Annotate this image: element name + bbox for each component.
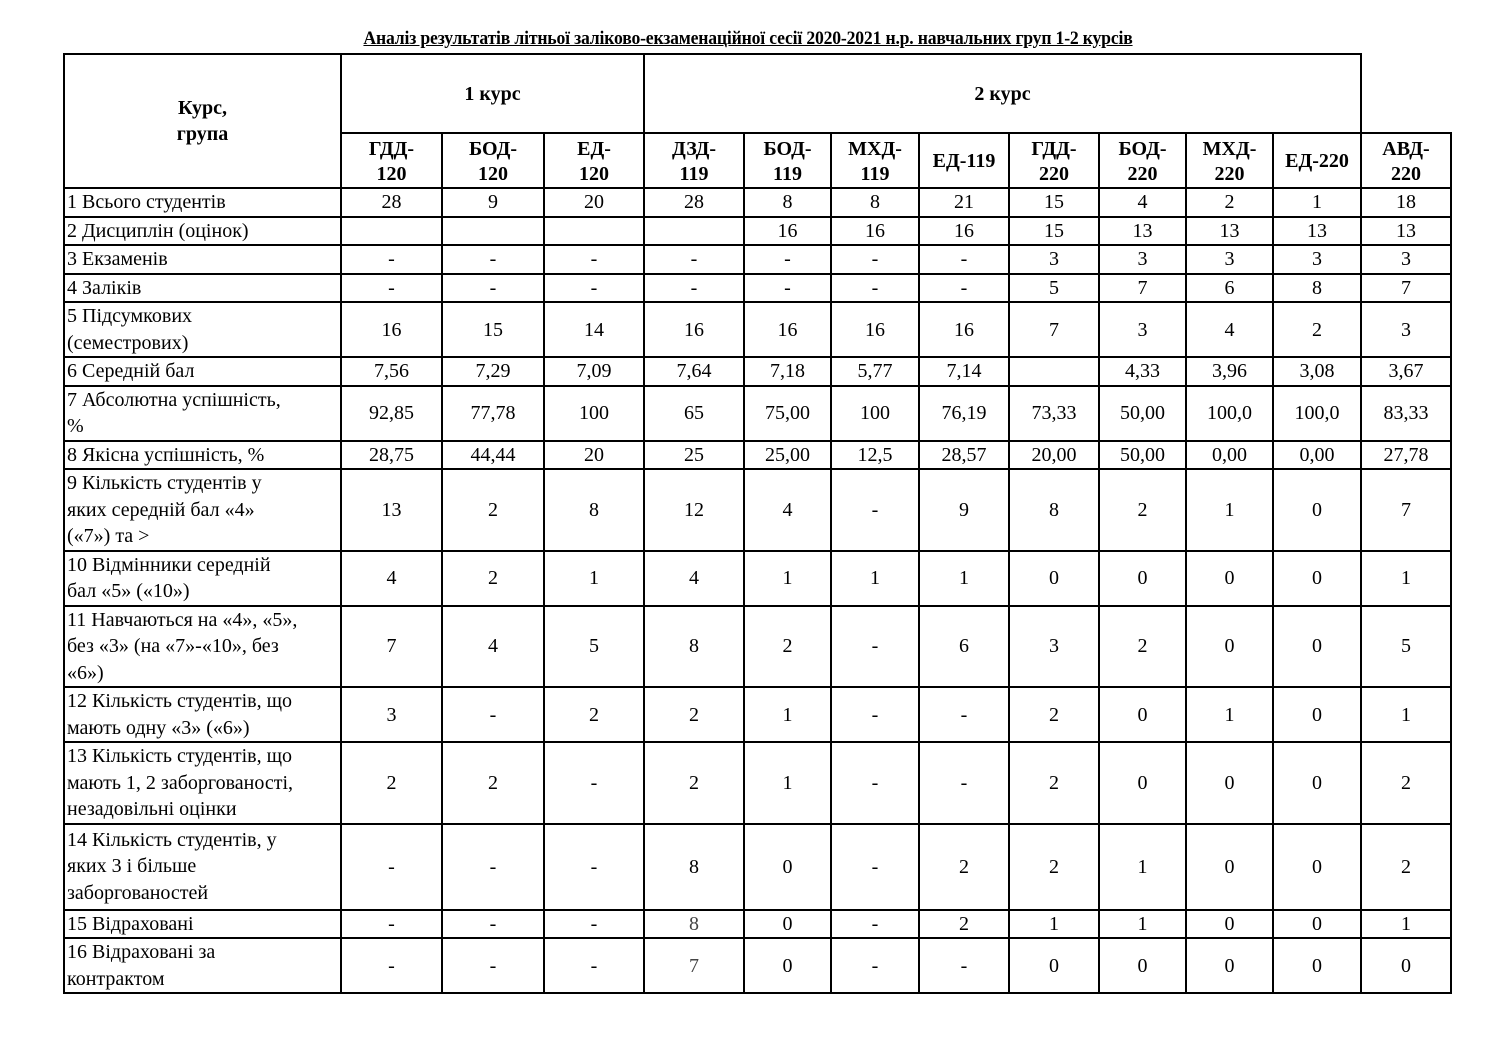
course-2-header: 2 курс [644, 54, 1361, 133]
value-cell: 65 [644, 386, 744, 441]
value-cell: - [544, 910, 644, 939]
value-cell: - [831, 687, 919, 742]
value-cell: - [442, 824, 544, 910]
value-cell: 6 [919, 606, 1009, 688]
value-cell: 0 [1099, 938, 1186, 993]
value-cell: 0 [1186, 606, 1273, 688]
value-cell: 7,56 [341, 357, 442, 386]
value-cell: 73,33 [1009, 386, 1099, 441]
table-row [64, 188, 1451, 217]
value-cell: 0 [1009, 551, 1099, 606]
value-cell: 2 [544, 687, 644, 742]
group-header [1009, 133, 1099, 188]
value-cell: 28,57 [919, 441, 1009, 470]
value-cell: 12,5 [831, 441, 919, 470]
group-header [442, 133, 544, 188]
value-cell: 2 [1009, 824, 1099, 910]
value-cell: - [831, 910, 919, 939]
value-cell: 92,85 [341, 386, 442, 441]
table-body [64, 188, 1451, 993]
value-cell: 1 [1361, 687, 1451, 742]
value-cell: 7 [1361, 274, 1451, 303]
value-cell: 0 [1273, 938, 1361, 993]
value-cell: 0 [1099, 742, 1186, 824]
group-header-line: АВД- [1382, 137, 1430, 160]
corner-line: Курс, [177, 97, 227, 119]
value-cell: 1 [1099, 824, 1186, 910]
value-cell: 0,00 [1186, 441, 1273, 470]
value-cell: 3 [1186, 245, 1273, 274]
value-cell: 2 [442, 551, 544, 606]
row-label [64, 687, 341, 742]
group-header-line: БОД- [1118, 137, 1167, 160]
value-cell: 7,18 [744, 357, 831, 386]
value-cell: 3 [1009, 245, 1099, 274]
row-label-line: «6») [67, 661, 104, 684]
row-label [64, 469, 341, 551]
value-cell: 8 [644, 606, 744, 688]
group-header-line: ЕД-119 [932, 150, 996, 172]
value-cell: 1 [744, 551, 831, 606]
value-cell: 7,64 [644, 357, 744, 386]
value-cell: - [919, 245, 1009, 274]
value-cell: - [341, 910, 442, 939]
value-cell [544, 217, 644, 246]
value-cell: 6 [1186, 274, 1273, 303]
course-header-row [64, 54, 1451, 133]
table-row [64, 824, 1451, 910]
value-cell: 50,00 [1099, 441, 1186, 470]
group-header-line: 220 [1391, 162, 1421, 185]
value-cell: - [744, 274, 831, 303]
row-label [64, 606, 341, 688]
value-cell: 3 [1361, 302, 1451, 357]
value-cell: 8 [831, 188, 919, 217]
row-label [64, 742, 341, 824]
value-cell: - [919, 274, 1009, 303]
group-header [544, 133, 644, 188]
corner-line: група [176, 123, 229, 145]
row-label-line: % [67, 415, 84, 437]
value-cell: - [919, 742, 1009, 824]
value-cell: 0 [1009, 938, 1099, 993]
group-header-line: 120 [376, 162, 407, 185]
table-row [64, 357, 1451, 386]
value-cell: 2 [644, 687, 744, 742]
value-cell: 3 [1361, 245, 1451, 274]
value-cell: 7 [1099, 274, 1186, 303]
value-cell: 0 [1099, 687, 1186, 742]
row-label-line: мають 1, 2 заборгованості, [67, 771, 294, 794]
value-cell: - [644, 274, 744, 303]
value-cell: 7,14 [919, 357, 1009, 386]
row-label-line: 12 Кількість студентів, що [67, 690, 292, 712]
value-cell: 4 [1186, 302, 1273, 357]
group-header-line: ДЗД- [671, 137, 716, 160]
value-cell: 4 [644, 551, 744, 606]
value-cell: - [831, 274, 919, 303]
row-label-line: 13 Кількість студентів, що [67, 745, 292, 767]
value-cell: 2 [1099, 606, 1186, 688]
group-header-line: 220 [1214, 162, 1245, 185]
value-cell: 50,00 [1099, 386, 1186, 441]
value-cell: 8 [644, 824, 744, 910]
value-cell: 5 [544, 606, 644, 688]
value-cell: - [919, 687, 1009, 742]
value-cell: 2 [1009, 687, 1099, 742]
row-label [64, 910, 341, 939]
value-cell: 1 [544, 551, 644, 606]
row-label-line: 4 Заліків [67, 276, 142, 299]
value-cell: 15 [442, 302, 544, 357]
value-cell: 75,00 [744, 386, 831, 441]
table-row [64, 245, 1451, 274]
value-cell [341, 217, 442, 246]
value-cell: 13 [1361, 217, 1451, 246]
row-label-line: 9 Кількість студентів у [67, 472, 262, 494]
value-cell: 0 [1273, 606, 1361, 688]
value-cell: 83,33 [1361, 386, 1451, 441]
value-cell: 4 [341, 551, 442, 606]
value-cell: 16 [644, 302, 744, 357]
row-label [64, 274, 341, 303]
table-row [64, 910, 1451, 939]
value-cell: 3,08 [1273, 357, 1361, 386]
value-cell: 1 [1099, 910, 1186, 939]
group-header-line: ГДД- [368, 137, 415, 160]
value-cell: - [544, 274, 644, 303]
value-cell [644, 217, 744, 246]
group-header-line: ЕД-220 [1285, 150, 1349, 172]
value-cell: 3,96 [1186, 357, 1273, 386]
table-row [64, 302, 1451, 357]
group-header-line: 220 [1039, 162, 1069, 185]
session-results-table [63, 53, 1452, 994]
value-cell: 1 [831, 551, 919, 606]
group-header [831, 133, 919, 188]
row-label-line: 3 Екзаменів [67, 248, 168, 270]
value-cell: 0 [744, 938, 831, 993]
corner-header [64, 54, 341, 188]
value-cell: 2 [919, 910, 1009, 939]
value-cell: 9 [442, 188, 544, 217]
row-label-line: (семестрових) [67, 331, 189, 354]
value-cell: 7,09 [544, 357, 644, 386]
value-cell: 7,29 [442, 357, 544, 386]
value-cell: 20 [544, 188, 644, 217]
value-cell: 8 [1009, 469, 1099, 551]
table-row [64, 938, 1451, 993]
row-label [64, 245, 341, 274]
value-cell: 3 [1099, 245, 1186, 274]
value-cell: 0 [1186, 742, 1273, 824]
row-label [64, 938, 341, 993]
value-cell: 0 [1186, 910, 1273, 939]
value-cell: 3 [1273, 245, 1361, 274]
group-header-line: МХД- [848, 137, 902, 160]
row-label-line: 10 Відмінники середній [67, 553, 271, 576]
value-cell: 0 [1273, 742, 1361, 824]
value-cell: - [442, 910, 544, 939]
value-cell: 1 [1361, 910, 1451, 939]
row-label-line: яких середній бал «4» [67, 498, 255, 521]
value-cell: 16 [831, 217, 919, 246]
value-cell [442, 217, 544, 246]
group-header [1099, 133, 1186, 188]
value-cell: 0 [1186, 938, 1273, 993]
row-label [64, 551, 341, 606]
value-cell: - [341, 245, 442, 274]
value-cell: 20,00 [1009, 441, 1099, 470]
value-cell: 7 [341, 606, 442, 688]
value-cell: 13 [341, 469, 442, 551]
value-cell: 2 [1186, 188, 1273, 217]
table-row [64, 551, 1451, 606]
group-header [1361, 133, 1451, 188]
value-cell: 16 [744, 302, 831, 357]
value-cell: 14 [544, 302, 644, 357]
group-header-line: 119 [860, 162, 890, 185]
value-cell: 16 [744, 217, 831, 246]
row-label-line: яких 3 і більше [67, 855, 197, 878]
value-cell: 2 [644, 742, 744, 824]
group-header-line: ГДД- [1031, 137, 1077, 160]
row-label-line: 14 Кількість студентів, у [67, 828, 277, 851]
value-cell: 4 [744, 469, 831, 551]
row-label-line: 11 Навчаються на «4», «5», [67, 608, 298, 631]
value-cell: 0 [744, 910, 831, 939]
row-label-line: заборгованостей [67, 881, 209, 904]
value-cell: 25 [644, 441, 744, 470]
row-label-line: 15 Відраховані [67, 912, 194, 935]
value-cell: 1 [919, 551, 1009, 606]
table-row [64, 441, 1451, 470]
value-cell: 4 [442, 606, 544, 688]
row-label-line: 1 Всього студентів [67, 191, 226, 213]
table-row [64, 742, 1451, 824]
value-cell: 2 [744, 606, 831, 688]
group-header-line: 119 [773, 162, 802, 185]
value-cell: - [831, 742, 919, 824]
value-cell: 1 [1186, 469, 1273, 551]
row-label-line: 6 Середній бал [67, 360, 195, 382]
row-label-line: контрактом [67, 967, 165, 990]
group-header-line: 120 [478, 162, 508, 185]
value-cell: 0 [744, 824, 831, 910]
table-row [64, 274, 1451, 303]
group-header-line: БОД- [468, 137, 518, 160]
row-label-line: («7») та > [67, 525, 150, 547]
group-header [1186, 133, 1273, 188]
value-cell: 100 [831, 386, 919, 441]
value-cell: - [442, 245, 544, 274]
value-cell: 9 [919, 469, 1009, 551]
value-cell: 77,78 [442, 386, 544, 441]
value-cell: 7 [1009, 302, 1099, 357]
row-label-line: бал «5» («10») [67, 580, 190, 602]
table-row [64, 217, 1451, 246]
table-row [64, 606, 1451, 688]
value-cell: 13 [1099, 217, 1186, 246]
value-cell: 0 [1273, 469, 1361, 551]
group-header-line: МХД- [1202, 137, 1257, 160]
value-cell: 16 [919, 302, 1009, 357]
value-cell: 100,0 [1273, 386, 1361, 441]
row-label [64, 188, 341, 217]
row-label-line: незадовільні оцінки [67, 798, 237, 820]
value-cell: 0 [1361, 938, 1451, 993]
group-header-line: БОД- [763, 137, 812, 160]
group-header [919, 133, 1009, 188]
value-cell: 2 [442, 469, 544, 551]
group-header-line: 119 [679, 162, 709, 185]
value-cell: 13 [1186, 217, 1273, 246]
row-label [64, 386, 341, 441]
value-cell: - [831, 606, 919, 688]
value-cell: - [442, 938, 544, 993]
value-cell: - [341, 274, 442, 303]
row-label [64, 217, 341, 246]
group-header [341, 133, 442, 188]
value-cell: - [442, 687, 544, 742]
value-cell: 7 [644, 938, 744, 993]
value-cell: 2 [1009, 742, 1099, 824]
row-label [64, 357, 341, 386]
value-cell: 0 [1099, 551, 1186, 606]
value-cell: 2 [1361, 742, 1451, 824]
value-cell: 0 [1273, 910, 1361, 939]
value-cell: 18 [1361, 188, 1451, 217]
document-title: Аналіз результатів літньої заліково-екзаменаційної сесії 2020-2021 н.р. навчальних груп 1-2 курсів [363, 28, 1133, 49]
group-header [644, 133, 744, 188]
value-cell: 1 [1186, 687, 1273, 742]
value-cell: 1 [1009, 910, 1099, 939]
value-cell: 1 [744, 742, 831, 824]
table-row [64, 469, 1451, 551]
value-cell: 4,33 [1099, 357, 1186, 386]
value-cell: 16 [919, 217, 1009, 246]
value-cell: - [831, 938, 919, 993]
value-cell: 15 [1009, 188, 1099, 217]
value-cell: 5 [1361, 606, 1451, 688]
value-cell: - [544, 245, 644, 274]
value-cell: 8 [644, 910, 744, 939]
value-cell: - [644, 245, 744, 274]
value-cell: 100 [544, 386, 644, 441]
value-cell: 8 [744, 188, 831, 217]
table-row [64, 386, 1451, 441]
value-cell: - [744, 245, 831, 274]
course-1-header: 1 курс [341, 54, 644, 133]
value-cell: - [831, 824, 919, 910]
value-cell: - [442, 274, 544, 303]
value-cell: 8 [1273, 274, 1361, 303]
value-cell: 1 [744, 687, 831, 742]
row-label [64, 302, 341, 357]
value-cell: 13 [1273, 217, 1361, 246]
value-cell: 2 [1361, 824, 1451, 910]
value-cell: 44,44 [442, 441, 544, 470]
value-cell: 0,00 [1273, 441, 1361, 470]
value-cell: 2 [919, 824, 1009, 910]
value-cell: 28 [644, 188, 744, 217]
row-label-line: 2 Дисциплін (оцінок) [67, 219, 249, 242]
value-cell: 27,78 [1361, 441, 1451, 470]
row-label-line: без «3» (на «7»-«10», без [67, 635, 279, 657]
value-cell: 0 [1273, 551, 1361, 606]
value-cell: 7 [1361, 469, 1451, 551]
value-cell: 0 [1273, 824, 1361, 910]
value-cell: 3 [1099, 302, 1186, 357]
value-cell: 3 [1009, 606, 1099, 688]
value-cell: 3 [341, 687, 442, 742]
group-header-line: 220 [1127, 162, 1158, 185]
value-cell: 0 [1273, 687, 1361, 742]
value-cell: - [544, 824, 644, 910]
value-cell: - [831, 245, 919, 274]
value-cell: - [341, 938, 442, 993]
value-cell: 0 [1186, 551, 1273, 606]
value-cell: 100,0 [1186, 386, 1273, 441]
row-label-line: 7 Абсолютна успішність, [67, 388, 281, 411]
value-cell: 16 [341, 302, 442, 357]
table-row [64, 687, 1451, 742]
row-label [64, 824, 341, 910]
value-cell: - [919, 938, 1009, 993]
value-cell: 8 [544, 469, 644, 551]
group-header-line: ЕД- [577, 137, 611, 160]
value-cell: 2 [1273, 302, 1361, 357]
group-header-line: 120 [579, 162, 609, 185]
value-cell: - [544, 742, 644, 824]
value-cell: 12 [644, 469, 744, 551]
group-header [1273, 133, 1361, 188]
value-cell: - [831, 469, 919, 551]
group-header [744, 133, 831, 188]
value-cell: 28,75 [341, 441, 442, 470]
value-cell: - [544, 938, 644, 993]
value-cell: 4 [1099, 188, 1186, 217]
value-cell: 76,19 [919, 386, 1009, 441]
row-label-line: 16 Відраховані за [67, 941, 216, 963]
row-label [64, 441, 341, 470]
value-cell: 28 [341, 188, 442, 217]
value-cell: 5,77 [831, 357, 919, 386]
row-label-line: 8 Якісна успішність, % [67, 443, 265, 466]
value-cell: 2 [442, 742, 544, 824]
value-cell: 25,00 [744, 441, 831, 470]
value-cell: 1 [1273, 188, 1361, 217]
value-cell: 0 [1186, 824, 1273, 910]
value-cell: 2 [1099, 469, 1186, 551]
value-cell: 5 [1009, 274, 1099, 303]
value-cell: 2 [341, 742, 442, 824]
value-cell: 16 [831, 302, 919, 357]
value-cell: 1 [1361, 551, 1451, 606]
value-cell: 15 [1009, 217, 1099, 246]
row-label-line: мають одну «3» («6») [67, 716, 250, 739]
value-cell: 20 [544, 441, 644, 470]
value-cell: 3,67 [1361, 357, 1451, 386]
value-cell: 21 [919, 188, 1009, 217]
value-cell [1009, 357, 1099, 386]
value-cell: - [341, 824, 442, 910]
row-label-line: 5 Підсумкових [67, 305, 193, 327]
